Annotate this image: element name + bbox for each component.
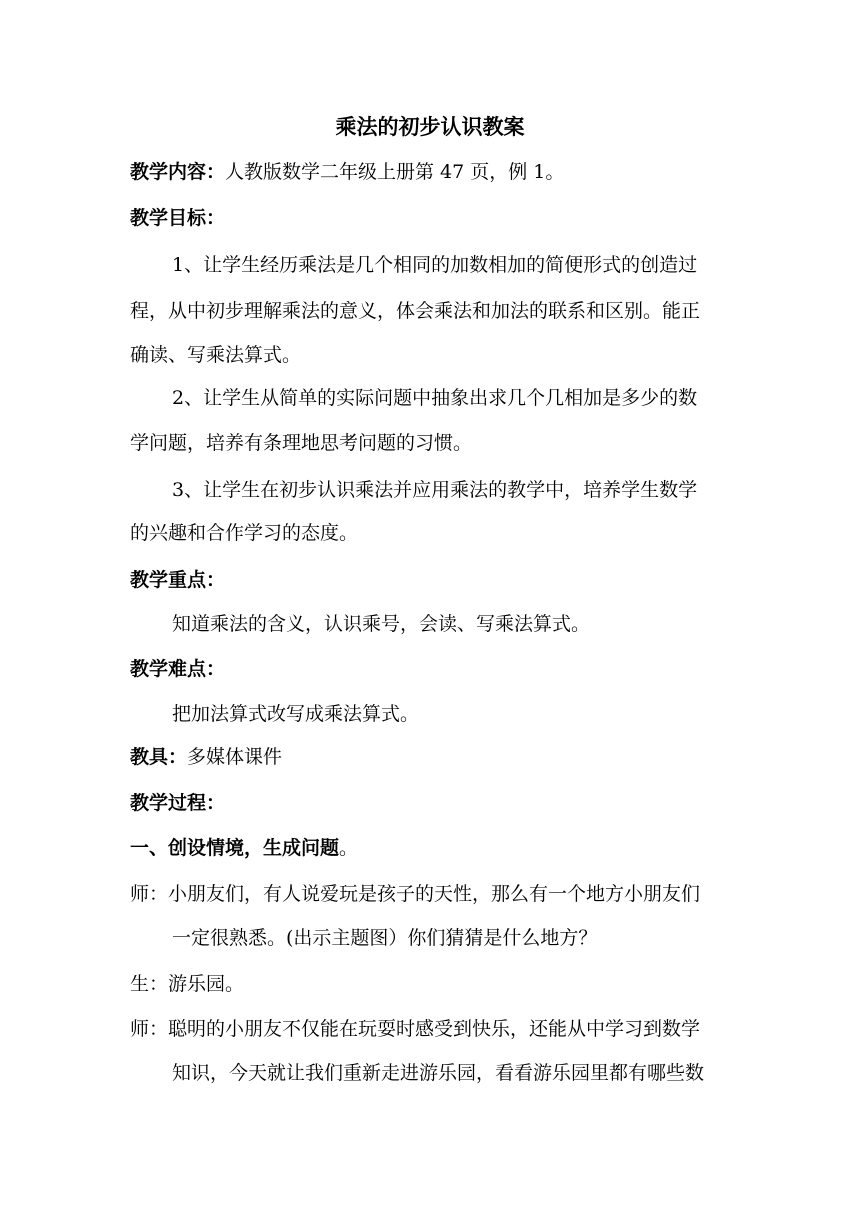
teaching-content-line xyxy=(130,157,564,187)
teacher-2-line-2: 知识，今天就让我们重新走进游乐园，看看游乐园里都有哪些数 xyxy=(172,1062,705,1084)
section-1-heading-line xyxy=(130,833,358,863)
teaching-goals-heading: 教学目标： xyxy=(130,207,226,229)
goal-3-line-2: 的兴趣和合作学习的态度。 xyxy=(130,522,359,544)
goal-1-line-3: 确读、写乘法算式。 xyxy=(130,344,302,366)
difficulty-text: 把加法算式改写成乘法算式。 xyxy=(172,703,420,725)
goal-1-line-2: 程，从中初步理解乘法的意义，体会乘法和加法的联系和区别。能正 xyxy=(130,300,701,322)
teacher-1-line-2: 一定很熟悉。(出示主题图）你们猜猜是什么地方？ xyxy=(172,927,598,949)
goal-2-line-2: 学问题，培养有条理地思考问题的习惯。 xyxy=(130,432,473,454)
section-1-heading: 一、创设情境，生成问题 xyxy=(130,837,340,859)
section-1-period: 。 xyxy=(339,837,359,859)
document-title: 乘法的初步认识教案 xyxy=(335,114,525,139)
tools-label: 教具： xyxy=(130,746,188,768)
teaching-content-text: 人教版数学二年级上册第 47 页，例 1。 xyxy=(225,161,565,183)
tools-line xyxy=(130,742,282,772)
teacher-1-line-1: 师：小朋友们，有人说爱玩是孩子的天性，那么有一个地方小朋友们 xyxy=(130,883,701,905)
goal-1-line-1: 1、让学生经历乘法是几个相同的加数相加的简便形式的创造过 xyxy=(172,254,698,276)
process-heading: 教学过程： xyxy=(130,792,226,814)
tools-text: 多媒体课件 xyxy=(187,746,283,768)
teaching-content-label: 教学内容： xyxy=(130,161,226,183)
key-points-heading: 教学重点： xyxy=(130,569,226,591)
key-points-text: 知道乘法的含义，认识乘号，会读、写乘法算式。 xyxy=(172,613,591,635)
student-1-line: 生：游乐园。 xyxy=(130,973,245,995)
goal-3-line-1: 3、让学生在初步认识乘法并应用乘法的教学中，培养学生数学 xyxy=(172,479,698,501)
difficulty-heading: 教学难点： xyxy=(130,658,226,680)
goal-2-line-1: 2、让学生从简单的实际问题中抽象出求几个几相加是多少的数 xyxy=(172,387,698,409)
teacher-2-line-1: 师：聪明的小朋友不仅能在玩耍时感受到快乐，还能从中学习到数学 xyxy=(130,1018,701,1040)
